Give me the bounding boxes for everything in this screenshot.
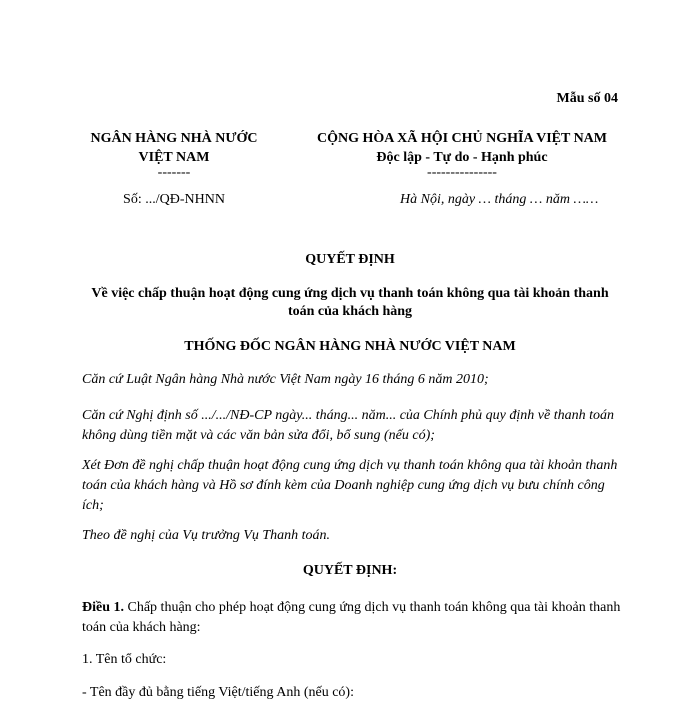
issuer-separator: ------- (157, 165, 191, 180)
article-1-text: Chấp thuận cho phép hoạt động cung ứng dịch vụ thanh toán không qua tài khoản thanh toán của khách hàng: (82, 600, 621, 635)
document-title: QUYẾT ĐỊNH (305, 252, 395, 267)
preamble-item: Căn cứ Luật Ngân hàng Nhà nước Việt Nam ngày 16 tháng 6 năm 2010; (82, 372, 489, 387)
preamble-item: Căn cứ Nghị định số .../.../NĐ-CP ngày... tháng... năm... của Chính phủ quy định về thanh toán không dùng tiền mặt và các văn bản sửa đổi, bổ sung (nếu có); (82, 408, 614, 443)
document-number: Số: .../QĐ-NHNN (123, 192, 225, 207)
preamble-item: Xét Đơn đề nghị chấp thuận hoạt động cung ứng dịch vụ thanh toán không qua tài khoản thanh toán của khách hàng và Hồ sơ đính kèm của Doanh nghiệp cung ứng dịch vụ bưu chính công ích; (82, 458, 618, 513)
form-number: Mẫu số 04 (556, 91, 618, 106)
republic-motto: Độc lập - Tự do - Hạnh phúc (376, 150, 548, 165)
document-subject-text: Về việc chấp thuận hoạt động cung ứng dịch vụ thanh toán không qua tài khoản thanh toán của khách hàng (91, 286, 609, 319)
list-item: 1. Tên tổ chức: (82, 652, 167, 667)
document-subject (0, 285, 700, 321)
place-and-date: Hà Nội, ngày … tháng … năm …… (400, 192, 599, 207)
republic-header (288, 129, 636, 183)
article-1-label: Điều 1. (82, 600, 124, 615)
republic-name: CỘNG HÒA XÃ HỘI CHỦ NGHĨA VIỆT NAM (316, 131, 607, 146)
decision-heading: QUYẾT ĐỊNH: (302, 563, 398, 578)
issuer-name-line1: NGÂN HÀNG NHÀ NƯỚC (90, 131, 258, 146)
list-item: - Tên đầy đủ bằng tiếng Việt/tiếng Anh (nếu có): (82, 685, 354, 700)
republic-separator: --------------- (427, 165, 497, 180)
preamble-item: Theo đề nghị của Vụ trưởng Vụ Thanh toán. (82, 528, 331, 543)
issuer-header (78, 129, 270, 183)
issuing-authority: THỐNG ĐỐC NGÂN HÀNG NHÀ NƯỚC VIỆT NAM (184, 339, 516, 354)
issuer-name-line2: VIỆT NAM (138, 150, 210, 165)
article-1 (82, 598, 622, 638)
